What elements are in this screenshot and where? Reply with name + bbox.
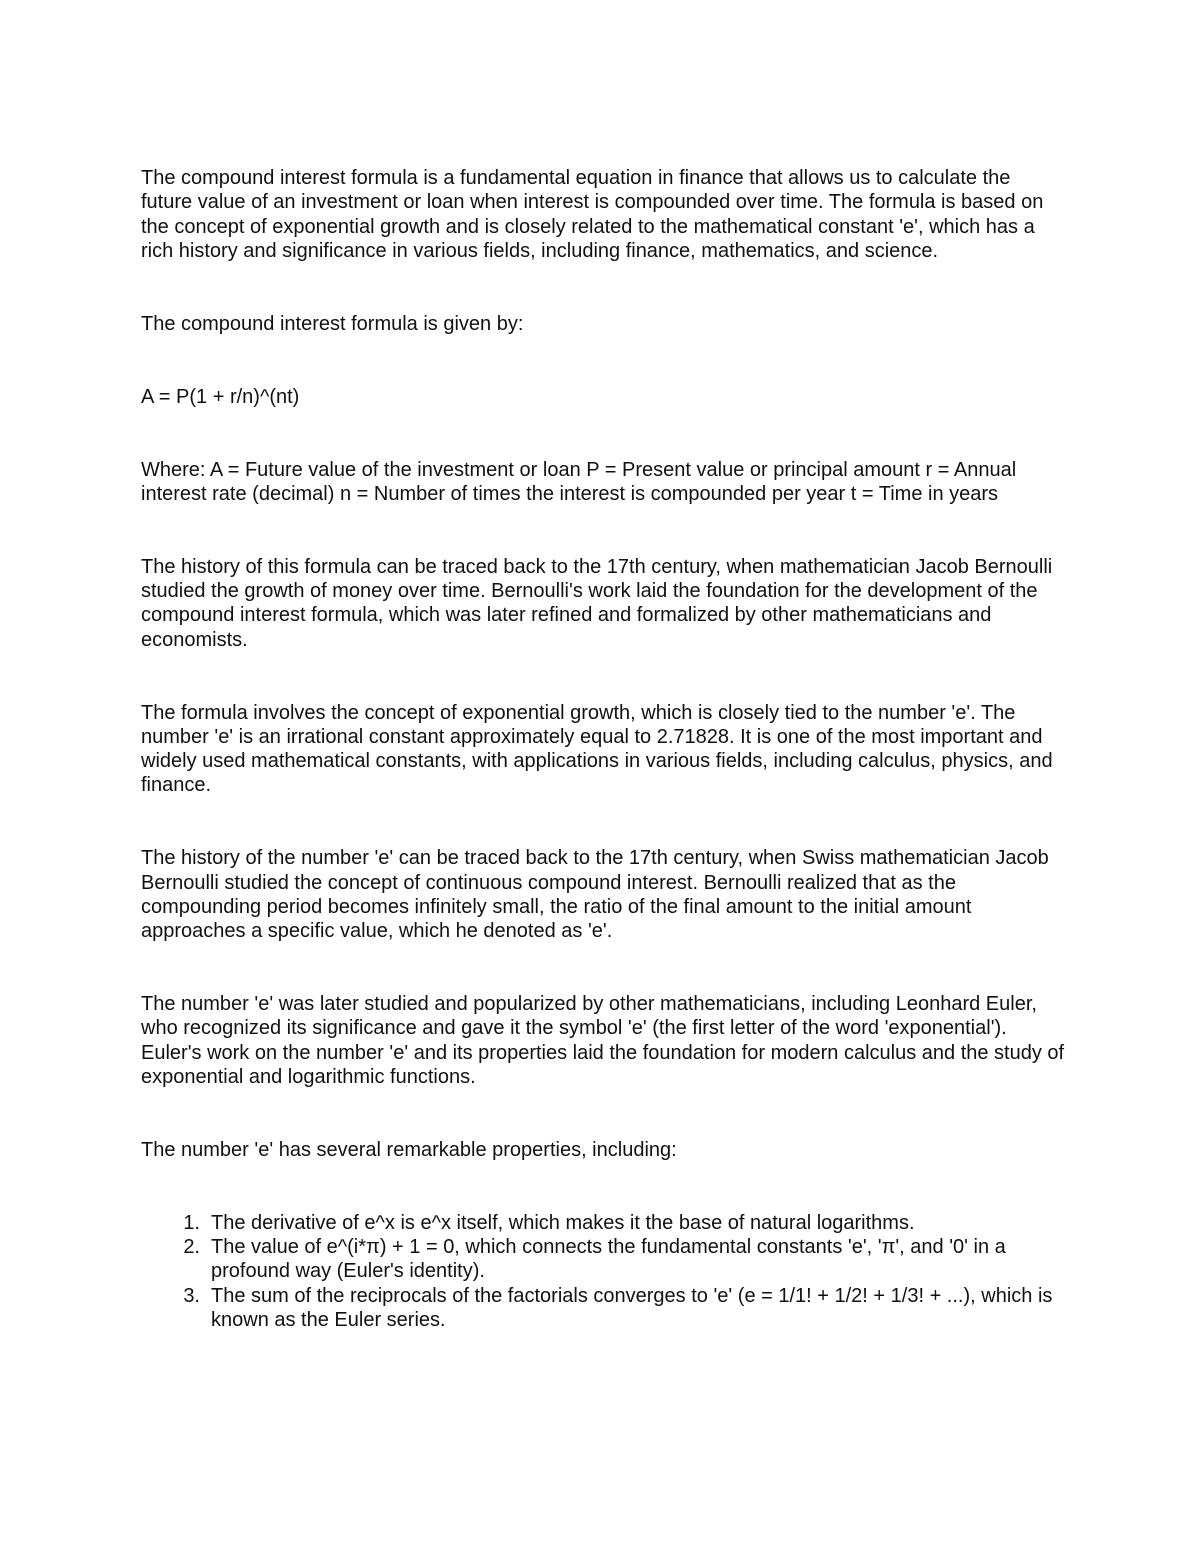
formula-intro-paragraph: The compound interest formula is given by: <box>141 312 524 335</box>
list-item-text: The sum of the reciprocals of the factorials converges to 'e' (e = 1/1! + 1/2! + 1/3! + ...), which is known as the Euler series. <box>211 1284 1053 1331</box>
list-item-number: 3. <box>183 1284 200 1307</box>
list-item <box>141 1211 1066 1235</box>
properties-intro-paragraph: The number 'e' has several remarkable properties, including: <box>141 1138 677 1161</box>
properties-list <box>141 1211 1066 1332</box>
list-item-text: The value of e^(i*π) + 1 = 0, which connects the fundamental constants 'e', 'π', and '0' in a profound way (Euler's identity). <box>211 1236 1006 1283</box>
list-item <box>141 1284 1066 1333</box>
document-page <box>141 166 1066 1332</box>
compound-interest-formula: A = P(1 + r/n)^(nt) <box>141 385 300 408</box>
exponential-growth-paragraph: The formula involves the concept of exponential growth, which is closely tied to the number 'e'. The number 'e' is an irrational constant approximately equal to 2.71828. It is one of the most important and widely used mathematical constants, with applications in various fields, including calculus, physics, and finance. <box>141 701 1053 797</box>
list-item-number: 1. <box>183 1211 200 1234</box>
euler-paragraph: The number 'e' was later studied and popularized by other mathematicians, including Leonhard Euler, who recognized its significance and gave it the symbol 'e' (the first letter of the word 'exponential'). Euler's work on the number 'e' and its properties laid the foundation for modern calculus and the study of exponential and logarithmic functions. <box>141 993 1065 1088</box>
list-item-number: 2. <box>183 1236 200 1259</box>
variable-definitions-paragraph: Where: A = Future value of the investment or loan P = Present value or principal amount r = Annual interest rate (decimal) n = Number of times the interest is compounded per year t = Time in years <box>141 458 1017 505</box>
list-item <box>141 1235 1066 1284</box>
formula-history-paragraph: The history of this formula can be traced back to the 17th century, when mathematician Jacob Bernoulli studied the growth of money over time. Bernoulli's work laid the foundation for the development of the compound interest formula, which was later refined and formalized by other mathematicians and economists. <box>141 555 1053 651</box>
e-history-paragraph: The history of the number 'e' can be traced back to the 17th century, when Swiss mathematician Jacob Bernoulli studied the concept of continuous compound interest. Bernoulli realized that as the compounding period becomes infinitely small, the ratio of the final amount to the initial amount approaches a specific value, which he denoted as 'e'. <box>141 847 1049 943</box>
list-item-text: The derivative of e^x is e^x itself, which makes it the base of natural logarithms. <box>211 1211 915 1234</box>
intro-paragraph: The compound interest formula is a fundamental equation in finance that allows us to calculate the future value of an investment or loan when interest is compounded over time. The formula is based on the concept of exponential growth and is closely related to the mathematical constant 'e', which has a rich history and significance in various fields, including finance, mathematics, and science. <box>141 167 1044 262</box>
